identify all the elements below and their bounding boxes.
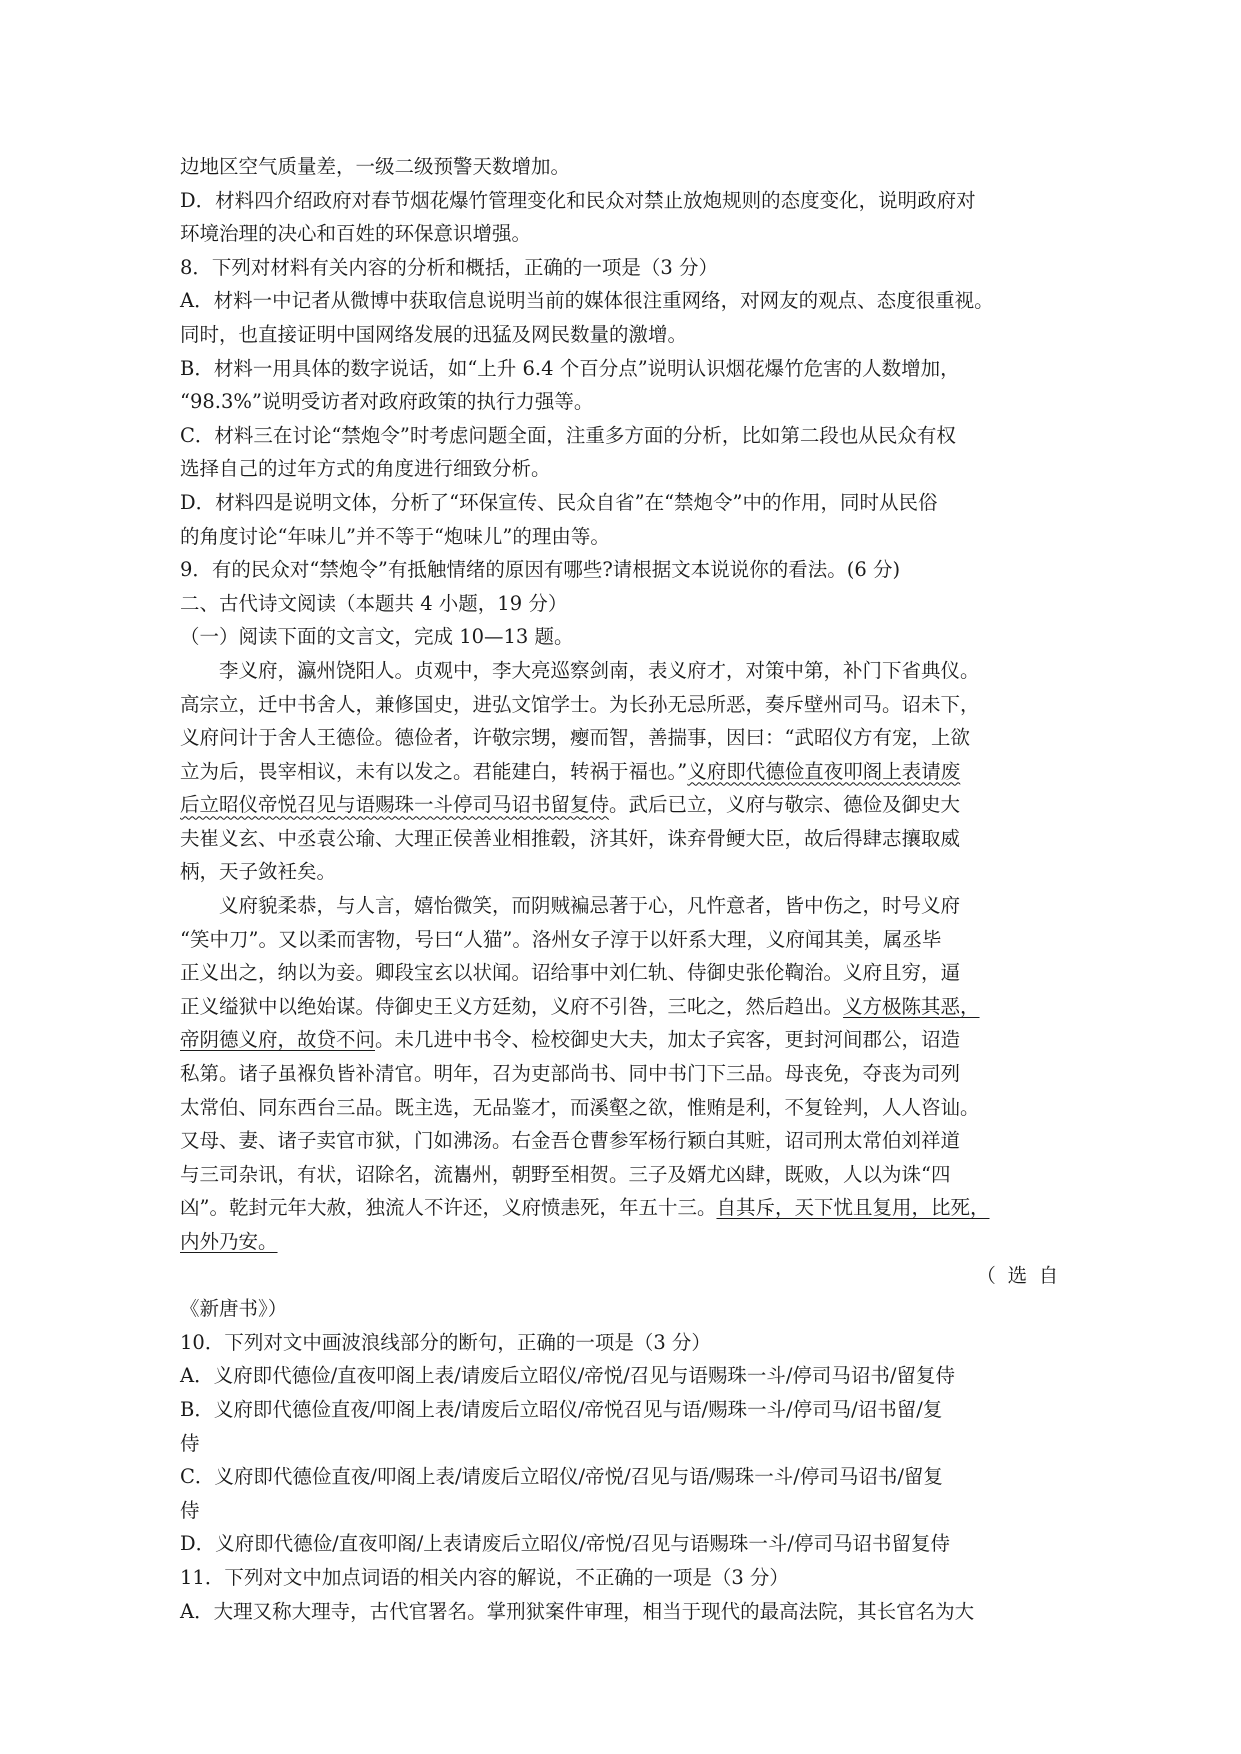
- text-line: 边地区空气质量差，一级二级预警天数增加。: [180, 155, 571, 178]
- option-a-line: A．义府即代德俭/直夜叩阁上表/请废后立昭仪/帝悦/召见与语赐珠一斗/停司马诏书/留复侍: [180, 1364, 956, 1388]
- passage-line: [180, 788, 1070, 822]
- passage-line: 柄，天子敛衽矣。: [180, 860, 337, 884]
- passage-line: 私第。诸子虽褓负皆补清官。明年，召为吏部尚书、同中书门下三品。母丧免，夺丧为司列: [180, 1062, 961, 1086]
- underlined-text: 义方极陈其恶，: [843, 994, 980, 1018]
- question-11: 11．下列对文中加点词语的相关内容的解说，不正确的一项是（3 分）: [180, 1565, 789, 1589]
- passage-line: “笑中刀”。又以柔而害物，号曰“人猫”。洛州女子淳于以奸系大理，义府闻其美，属丞毕: [180, 927, 942, 951]
- passage-line: [180, 755, 1070, 789]
- passage-line: [180, 990, 1070, 1024]
- passage-line: 义府貌柔恭，与人言，嬉怡微笑，而阴贼褊忌著于心，凡忤意者，皆中伤之，时号义府: [219, 894, 961, 918]
- passage-text: 。武后已立，义府与敬宗、德俭及御史大: [609, 793, 961, 817]
- text-line: 选择自己的过年方式的角度进行细致分析。: [180, 457, 551, 481]
- passage-line: 义府问计于舍人王德俭。德俭者，许敬宗甥，瘿而智，善揣事，因曰：“武昭仪方有宠，上欲: [180, 726, 970, 750]
- subsection-heading: （一）阅读下面的文言文，完成 10—13 题。: [180, 625, 574, 649]
- document-page: [180, 150, 1070, 1628]
- underlined-text: 内外乃安。: [180, 1230, 278, 1253]
- option-c-line: C．材料三在讨论“禁炮令”时考虑问题全面，注重多方面的分析，比如第二段也从民众有权: [180, 423, 956, 447]
- classical-passage: [180, 654, 1070, 1259]
- passage-line: 与三司杂讯，有状，诏除名，流巂州，朝野至相贺。三子及婿尤凶肆，既败，人以为诛“四: [180, 1162, 951, 1186]
- question-10: 10．下列对文中画波浪线部分的断句，正确的一项是（3 分）: [180, 1330, 711, 1354]
- underlined-text: 帝阴德义府，故贷不问: [180, 1028, 376, 1052]
- passage-line: 夫崔义玄、中丞袁公瑜、大理正侯善业相推毂，济其奸，诛弃骨鲠大臣，故后得肆志攘取威: [180, 826, 961, 850]
- wavy-underlined-text: 后立昭仪帝悦召见与语赐珠一斗停司马诏书留复侍: [180, 793, 610, 817]
- section-heading: 二、古代诗文阅读（本题共 4 小题，19 分）: [180, 591, 568, 615]
- passage-line: 正义出之，纳以为妾。卿段宝玄以状闻。诏给事中刘仁轨、侍御史张伦鞫治。义府且穷，逼: [180, 961, 961, 985]
- option-a-line: A．大理又称大理寺，古代官署名。掌刑狱案件审理，相当于现代的最高法院，其长官名为大: [180, 1599, 975, 1623]
- passage-line: [180, 1225, 1070, 1259]
- option-a-line: A．材料一中记者从微博中获取信息说明当前的媒体很注重网络，对网友的观点、态度很重视。: [180, 289, 994, 313]
- text-line: 的角度讨论“年味儿”并不等于“炮味儿”的理由等。: [180, 524, 610, 548]
- option-b-line: B．义府即代德俭直夜/叩阁上表/请废后立昭仪/帝悦召见与语/赐珠一斗/停司马/诏书留/复: [180, 1397, 943, 1421]
- question-8: 8．下列对材料有关内容的分析和概括，正确的一项是（3 分）: [180, 255, 719, 279]
- option-d-line: D．材料四是说明文体，分析了“环保宣传、民众自省”在“禁炮令”中的作用，同时从民俗: [180, 490, 938, 514]
- question-9: 9．有的民众对“禁炮令”有抵触情绪的原因有哪些?请根据文本说说你的看法。(6 分): [180, 558, 901, 582]
- passage-line: 太常伯、同东西台三品。既主选，无品鉴才，而溪壑之欲，惟贿是利，不复铨判，人人咨讪。: [180, 1095, 980, 1119]
- text-line: 同时，也直接证明中国网络发展的迅猛及网民数量的激增。: [180, 322, 688, 346]
- text-line: 侍: [180, 1431, 200, 1455]
- source-citation: 《新唐书》）: [180, 1297, 288, 1321]
- passage-text: 。未几进中书令、检校御史大夫，加太子宾客，更封河间郡公，诏造: [375, 1028, 961, 1052]
- passage-line: [180, 1023, 1070, 1057]
- text-line: 侍: [180, 1498, 200, 1522]
- text-line: 环境治理的决心和百姓的环保意识增强。: [180, 222, 532, 246]
- option-d-line: D．义府即代德俭/直夜叩阁/上表请废后立昭仪/帝悦/召见与语赐珠一斗/停司马诏书留复侍: [180, 1532, 950, 1556]
- passage-text: 立为后，畏宰相议，未有以发之。君能建白，转祸于福也。”: [180, 759, 688, 783]
- passage-line: [180, 1191, 1070, 1225]
- underlined-text: 自其斥，天下忧且复用，比死，: [716, 1196, 990, 1220]
- option-c-line: C．义府即代德俭直夜/叩阁上表/请废后立昭仪/帝悦/召见与语/赐珠一斗/停司马诏书/留复: [180, 1465, 943, 1489]
- passage-text: 凶”。乾封元年大赦，独流人不许还，义府愤恚死，年五十三。: [180, 1196, 717, 1220]
- wavy-underlined-text: 义府即代德俭直夜叩阁上表请废: [687, 759, 961, 783]
- option-b-line: B．材料一用具体的数字说话，如“上升 6.4 个百分点”说明认识烟花爆竹危害的人数增加，: [180, 356, 960, 380]
- passage-line: 高宗立，迁中书舍人，兼修国史，进弘文馆学士。为长孙无忌所恶，奏斥壁州司马。诏未下，: [180, 692, 980, 716]
- text-line: “98.3%”说明受访者对政府政策的执行力强等。: [180, 390, 594, 414]
- source-citation: （选自: [976, 1263, 1070, 1287]
- passage-line: 李义府，瀛州饶阳人。贞观中，李大亮巡察剑南，表义府才，对策中第，补门下省典仪。: [219, 658, 980, 682]
- option-d-line: D．材料四介绍政府对春节烟花爆竹管理变化和民众对禁止放炮规则的态度变化，说明政府对: [180, 188, 976, 212]
- passage-text: 正义缢狱中以绝始谋。侍御史王义方廷劾，义府不引咎，三叱之，然后趋出。: [180, 994, 844, 1018]
- passage-line: 又母、妻、诸子卖官市狱，门如沸汤。右金吾仓曹参军杨行颖白其赃，诏司刑太常伯刘祥道: [180, 1129, 961, 1153]
